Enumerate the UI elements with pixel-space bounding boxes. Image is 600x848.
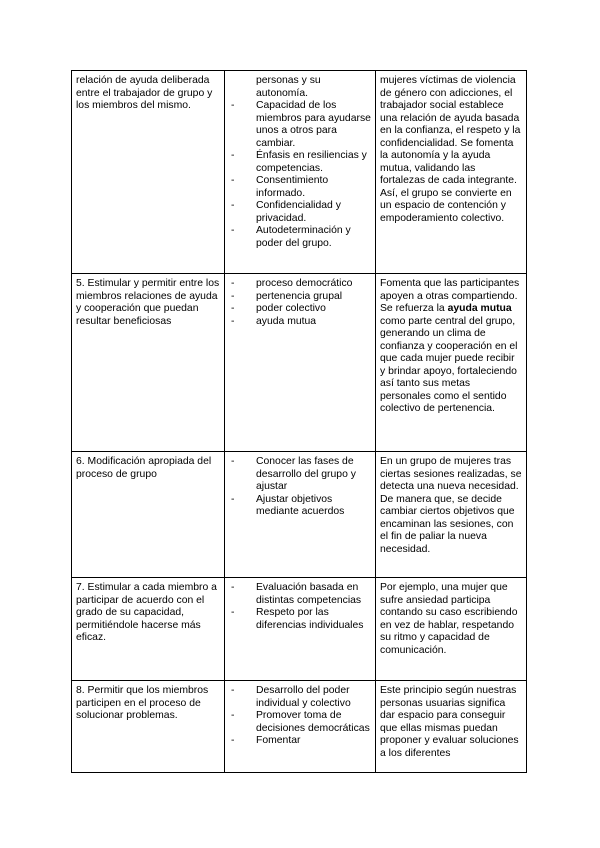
list-item: - proceso democrático xyxy=(229,278,371,291)
table-row xyxy=(72,452,527,578)
application-cell xyxy=(376,452,527,578)
techniques-list xyxy=(229,100,371,250)
table-row xyxy=(72,681,527,773)
techniques-list xyxy=(229,278,371,328)
list-item: - Fomentar xyxy=(229,735,371,748)
list-item: - Respeto por las diferencias individuales xyxy=(229,607,371,632)
table-row xyxy=(72,71,527,274)
application-text: En un grupo de mujeres tras ciertas sesiones realizadas, se detecta una nueva necesidad. De manera que, se decide cambiar ciertos objetivos que encaminan las sesiones, con el fin de paliar la nueva necesidad. xyxy=(380,456,522,555)
techniques-cell xyxy=(225,452,376,578)
principle-cell xyxy=(72,681,225,773)
techniques-cell xyxy=(225,578,376,681)
application-text-b-bold: ayuda mutua xyxy=(447,303,512,314)
list-item: - Énfasis en resiliencias y competencias. xyxy=(229,150,371,175)
application-text: Este principio según nuestras personas usuarias significa dar espacio para conseguir que ellas mismas puedan proponer y evaluar soluciones a los diferentes xyxy=(380,685,519,759)
table-row xyxy=(72,578,527,681)
application-text: Por ejemplo, una mujer que sufre ansiedad participa contando su caso escribiendo en vez de hablar, respetando su ritmo y capacidad de comunicación. xyxy=(380,582,518,656)
list-item: - pertenencia grupal xyxy=(229,291,371,304)
list-item: - Confidencialidad y privacidad. xyxy=(229,200,371,225)
application-text: mujeres víctimas de violencia de género con adicciones, el trabajador social establece una relación de ayuda basada en la confianza, el respeto y la confidencialidad. Se fomenta la autonomía y la ayuda mutua, validando las fortalezas de cada integrante. Así, el grupo se convierte en un espacio de contención y empoderamiento colectivo. xyxy=(380,75,521,224)
principle-cell xyxy=(72,274,225,452)
application-text-b-pre: Se refuerza la xyxy=(380,303,448,314)
list-item: - Ajustar objetivos mediante acuerdos xyxy=(229,494,371,519)
principle-text: 5. Estimular y permitir entre los miembros relaciones de ayuda y cooperación que puedan resultar beneficiosas xyxy=(76,278,220,327)
list-item: - Capacidad de los miembros para ayudarse unos a otros para cambiar. xyxy=(229,100,371,150)
application-text-b xyxy=(380,303,522,416)
application-cell xyxy=(376,71,527,274)
list-item: - Consentimiento informado. xyxy=(229,175,371,200)
techniques-list xyxy=(229,685,371,748)
list-item: - ayuda mutua xyxy=(229,316,371,329)
application-cell xyxy=(376,274,527,452)
list-item: - Conocer las fases de desarrollo del grupo y ajustar xyxy=(229,456,371,494)
table-row xyxy=(72,274,527,452)
application-cell xyxy=(376,681,527,773)
list-item: - poder colectivo xyxy=(229,303,371,316)
list-item: - Promover toma de decisiones democráticas xyxy=(229,710,371,735)
application-cell xyxy=(376,578,527,681)
principle-cell xyxy=(72,578,225,681)
continuation-text: personas y su autonomía. xyxy=(256,75,321,99)
principle-text: 8. Permitir que los miembros participen en el proceso de solucionar problemas. xyxy=(76,685,209,721)
list-item: - Autodeterminación y poder del grupo. xyxy=(229,225,371,250)
list-item: - Evaluación basada en distintas competencias xyxy=(229,582,371,607)
principle-cell xyxy=(72,71,225,274)
application-text-b-post: como parte central del grupo, generando un clima de confianza y cooperación en el que cada mujer puede recibir y brindar apoyo, fortaleciendo así tanto sus metas personales como el sentido colectivo de pertenencia. xyxy=(380,315,518,414)
techniques-cell xyxy=(225,681,376,773)
principle-text: relación de ayuda deliberada entre el trabajador de grupo y los miembros del mismo. xyxy=(76,75,213,111)
principle-text: 6. Modificación apropiada del proceso de grupo xyxy=(76,456,212,480)
techniques-cell xyxy=(225,274,376,452)
list-item: - Desarrollo del poder individual y colectivo xyxy=(229,685,371,710)
application-text-a: Fomenta que las participantes apoyen a otras compartiendo. xyxy=(380,278,520,302)
principle-text: 7. Estimular a cada miembro a participar de acuerdo con el grado de su capacidad, permitiéndole hacerse más eficaz. xyxy=(76,582,217,643)
techniques-list xyxy=(229,582,371,632)
principles-table xyxy=(71,70,527,773)
techniques-list xyxy=(229,456,371,519)
principle-cell xyxy=(72,452,225,578)
techniques-cell xyxy=(225,71,376,274)
